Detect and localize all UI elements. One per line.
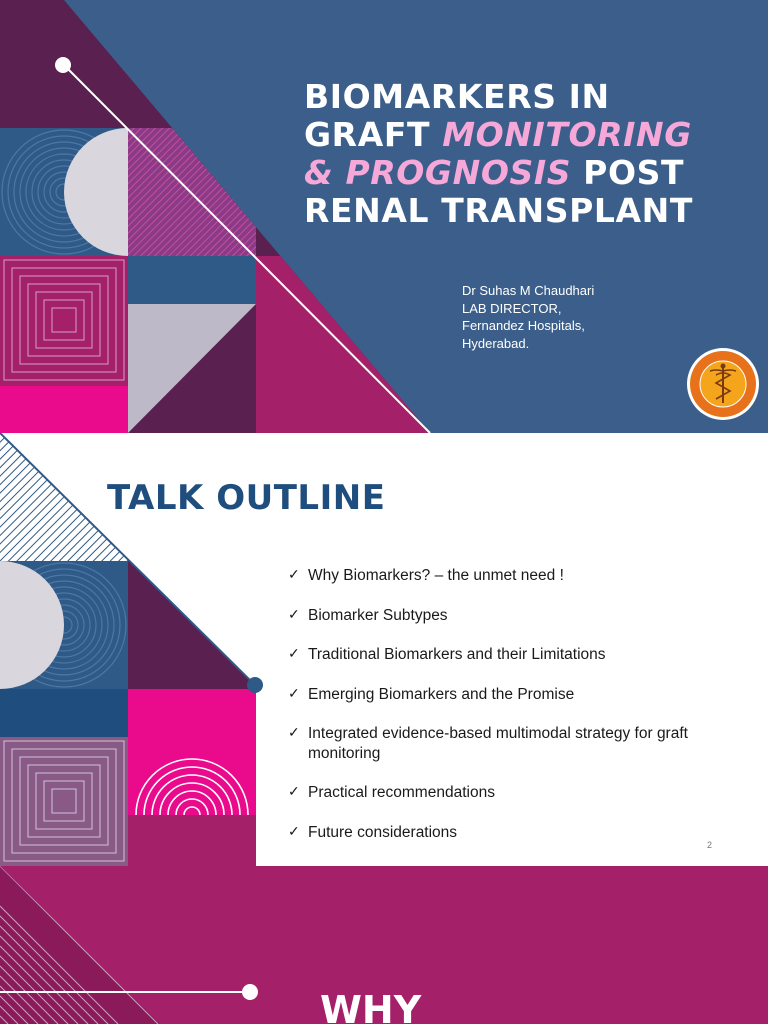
page-number: 2 [707,840,713,850]
outline-title: TALK OUTLINE [107,478,386,518]
checkmark-icon: ✓ [288,645,300,661]
title-line-3-emphasis: & PROGNOSIS [304,153,572,192]
author-name: Dr Suhas M Chaudhari [462,283,595,298]
outline-item [288,566,708,586]
checkmark-icon: ✓ [288,605,300,622]
outline-item [288,823,708,843]
why-slide-title: WHY [320,988,422,1032]
outline-item-text: Emerging Biomarkers and the Promise [308,685,575,703]
outline-item-text: Integrated evidence-based multimodal strategy for graft monitoring [308,725,688,762]
checkmark-icon: ✓ [288,783,300,799]
title-slide [0,0,768,433]
outline-item [288,606,708,626]
title-line-4: RENAL TRANSPLANT [304,191,693,230]
outline-item-text: Biomarker Subtypes [308,606,448,624]
title-line-2-emphasis: MONITORING [442,115,692,154]
outline-item-text: Future considerations [308,823,458,841]
presentation-title [304,78,744,230]
checkmark-icon: ✓ [288,822,300,839]
outline-list [288,566,708,862]
author-city: Hyderabad. [462,335,530,351]
checkmark-icon: ✓ [288,566,300,582]
title-line-1: BIOMARKERS IN [304,77,610,116]
outline-item [288,685,708,705]
title-line-2-plain: GRAFT [304,115,443,154]
author-organization: Fernandez Hospitals, [462,318,585,333]
author-block [462,282,594,352]
outline-item-text: Why Biomarkers? – the unmet need ! [308,567,564,584]
outline-item-text: Practical recommendations [308,784,495,801]
title-line-3-plain: POST [571,153,685,192]
institution-seal-icon [686,347,760,421]
checkmark-icon: ✓ [288,724,300,740]
outline-item [288,724,708,763]
outline-item [288,645,708,665]
checkmark-icon: ✓ [288,684,300,701]
author-role: LAB DIRECTOR, [462,300,562,316]
outline-item [288,783,708,803]
outline-item-text: Traditional Biomarkers and their Limitations [308,646,606,663]
